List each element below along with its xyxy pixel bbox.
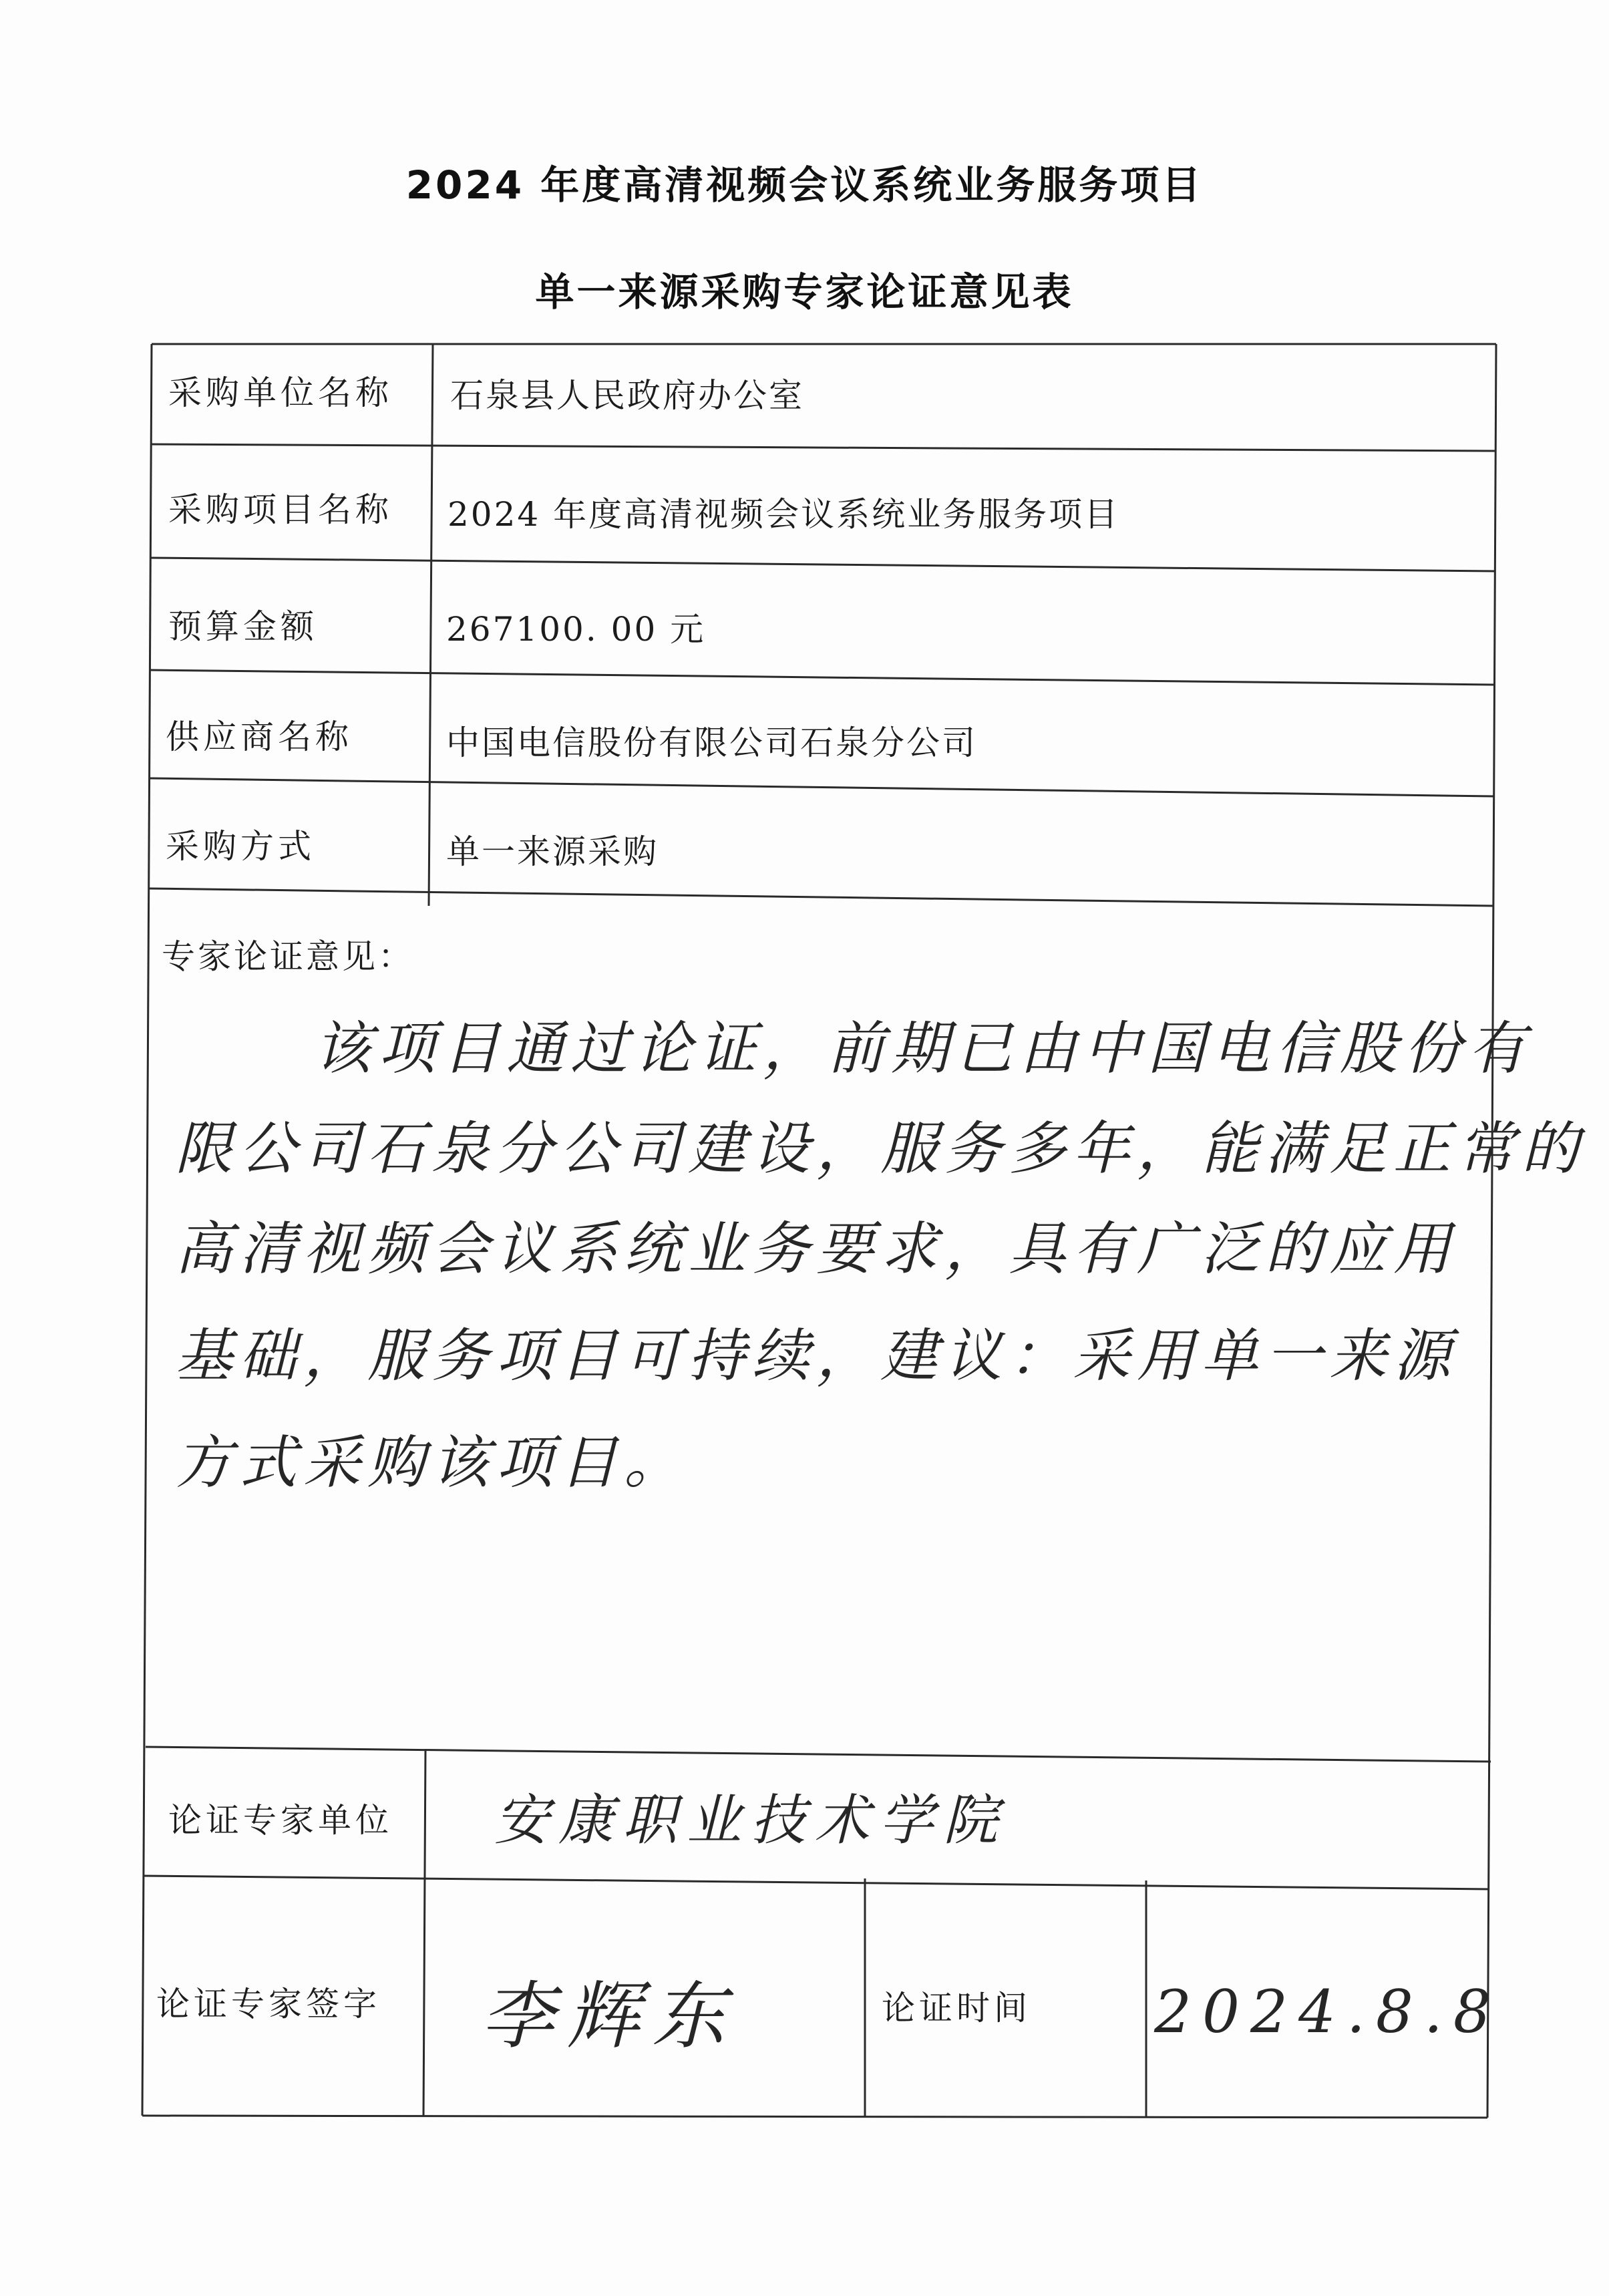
opinion-line-5: 方式采购该项目。 bbox=[175, 1430, 688, 1496]
label-supplier: 供应商名称 bbox=[166, 717, 353, 756]
opinion-label: 专家论证意见： bbox=[162, 937, 414, 976]
opinion-line-2: 限公司石泉分公司建设，服务多年，能满足正常的 bbox=[175, 1116, 1586, 1182]
label-expert-unit: 论证专家单位 bbox=[168, 1801, 393, 1840]
label-budget: 预算金额 bbox=[168, 607, 318, 646]
label-method: 采购方式 bbox=[166, 827, 315, 866]
value-project-name: 2024 年度高清视频会议系统业务服务项目 bbox=[448, 495, 1120, 534]
value-expert-unit: 安康职业技术学院 bbox=[494, 1789, 1007, 1852]
value-date: 2024.8.8 bbox=[1154, 1977, 1501, 2046]
expert-signature: 李辉东 bbox=[481, 1973, 737, 2059]
opinion-line-3: 高清视频会议系统业务要求，具有广泛的应用 bbox=[175, 1216, 1457, 1283]
label-project-name: 采购项目名称 bbox=[168, 490, 393, 529]
label-date: 论证时间 bbox=[882, 1989, 1031, 2027]
document-subtitle: 单一来源采购专家论证意见表 bbox=[535, 269, 1074, 315]
label-expert-signature: 论证专家签字 bbox=[156, 1985, 381, 2023]
value-supplier: 中国电信股份有限公司石泉分公司 bbox=[446, 723, 977, 762]
document-title: 2024 年度高清视频会议系统业务服务项目 bbox=[405, 162, 1204, 208]
value-method: 单一来源采购 bbox=[446, 832, 659, 871]
label-purchaser: 采购单位名称 bbox=[168, 373, 393, 412]
value-budget: 267100. 00 元 bbox=[446, 610, 706, 649]
opinion-line-4: 基础，服务项目可持续，建议：采用单一来源 bbox=[175, 1323, 1457, 1389]
value-purchaser: 石泉县人民政府办公室 bbox=[450, 376, 804, 415]
opinion-line-1: 该项目通过论证，前期已由中国电信股份有 bbox=[314, 1015, 1532, 1082]
